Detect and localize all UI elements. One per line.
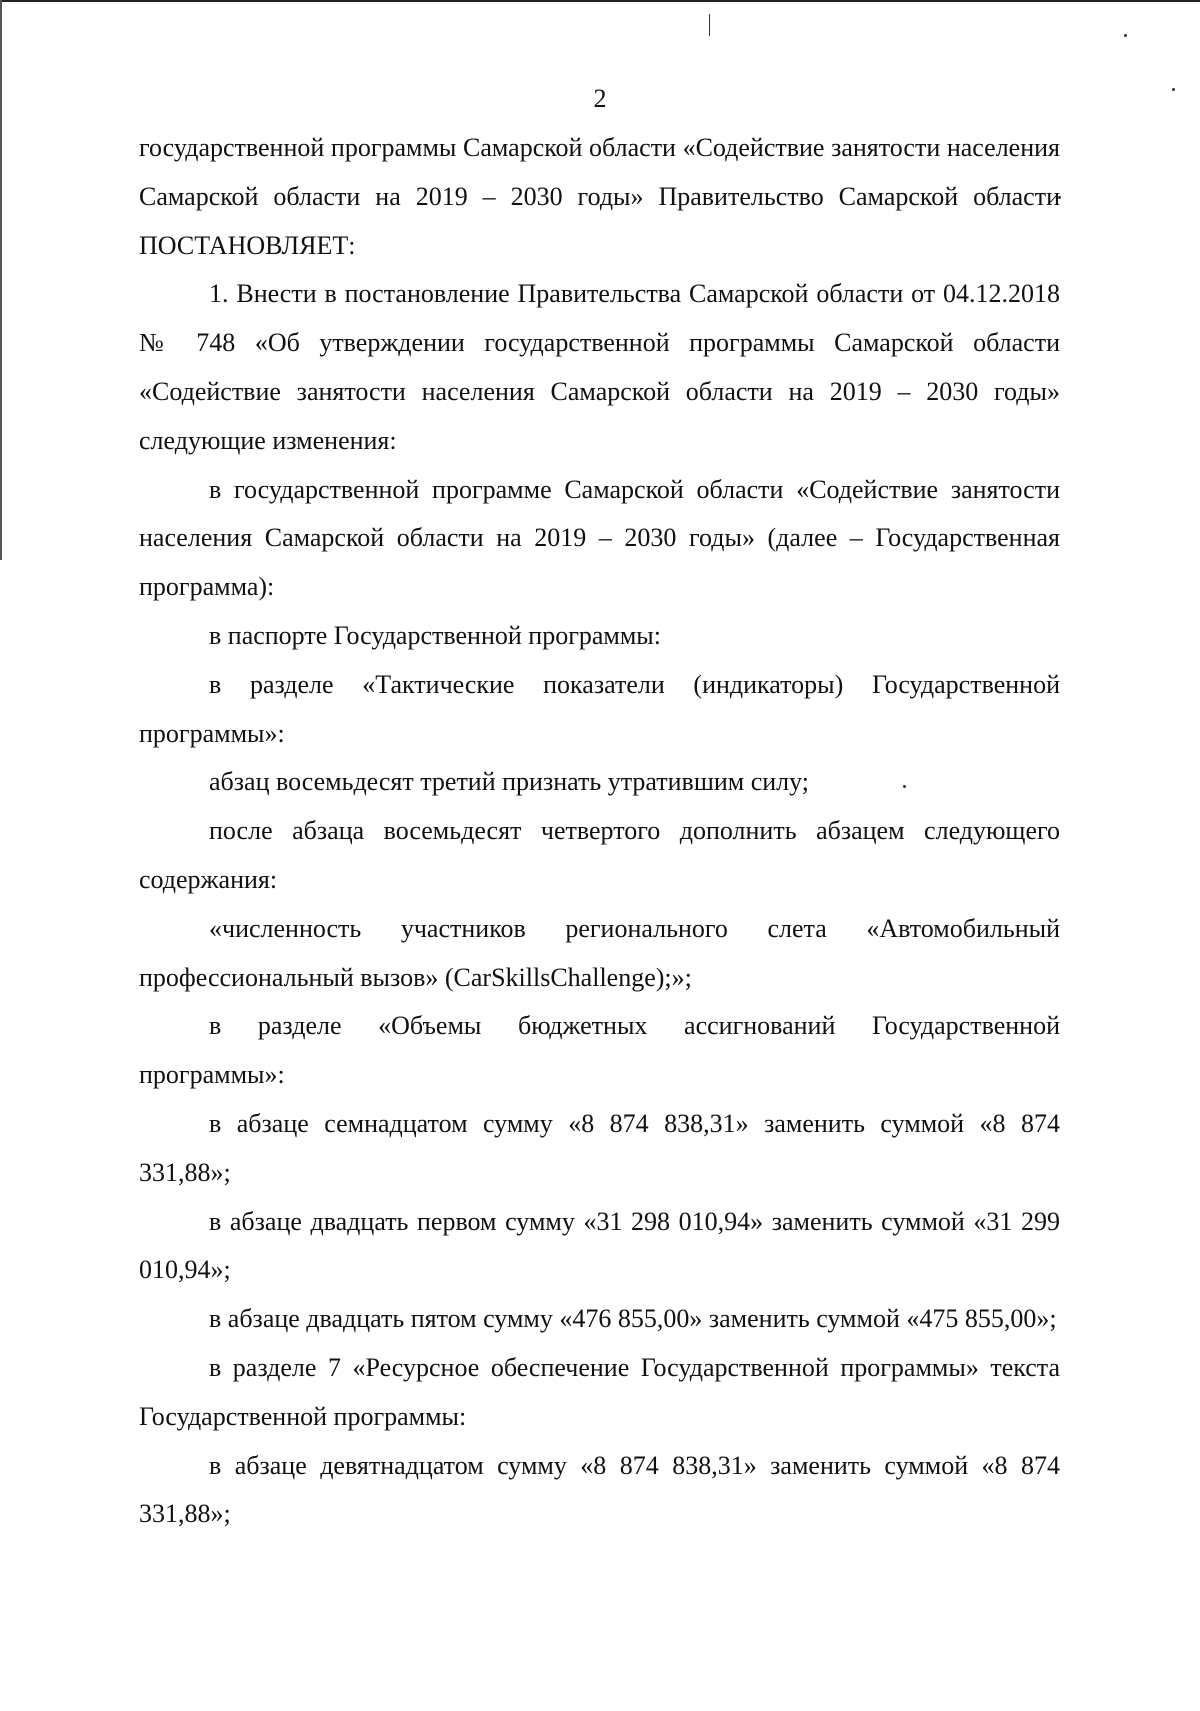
scan-top-border bbox=[0, 0, 1200, 2]
paragraph-budget-section: в разделе «Объемы бюджетных ассигнований Государственной программы»: bbox=[139, 1011, 1060, 1090]
scan-speck bbox=[1124, 34, 1127, 37]
paragraph-add-after: после абзаца восемьдесят четвертого дополнить абзацем следующего содержания: bbox=[139, 816, 1060, 894]
paragraph-amount-17: в абзаце семнадцатом сумму «8 874 838,31» заменить суммой «8 874 331,88»; bbox=[139, 1108, 1060, 1187]
paragraph-amount-25: в абзаце двадцать пятом сумму «476 855,00» заменить суммой «475 855,00»; bbox=[209, 1304, 1057, 1334]
paragraph-section-7: в разделе 7 «Ресурсное обеспечение Государственной программы» текста Государственной программы: bbox=[139, 1352, 1060, 1431]
paragraph-item-1: 1. Внести в постановление Правительства Самарской области от 04.12.2018 № 748 «Об утверждении государственной программы Самарской области «Содействие занятости населения Самарской области на 2019 – 2030 годы» следующие изменения: bbox=[139, 279, 1060, 455]
scan-tick-mark bbox=[709, 14, 710, 36]
paragraph-passport: в паспорте Государственной программы: bbox=[209, 620, 661, 650]
paragraph-repeal: абзац восемьдесят третий признать утратившим силу; bbox=[209, 767, 810, 797]
paragraph-amount-19: в абзаце девятнадцатом сумму «8 874 838,31» заменить суммой «8 874 331,88»; bbox=[139, 1450, 1060, 1529]
document-body bbox=[139, 124, 1060, 1539]
page-number: 2 bbox=[593, 84, 607, 113]
paragraph-new-indicator: «численность участников регионального слета «Автомобильный профессиональный вызов» (CarSkillsChallenge);»; bbox=[139, 913, 1060, 992]
paragraph-program-changes: в государственной программе Самарской области «Содействие занятости населения Самарской области на 2019 – 2030 годы» (далее – Государственная программа): bbox=[139, 474, 1060, 602]
paragraph-amount-21: в абзаце двадцать первом сумму «31 298 010,94» заменить суммой «31 299 010,94»; bbox=[139, 1206, 1060, 1285]
paragraph-tactical-indicators: в разделе «Тактические показатели (индикаторы) Государственной программы»: bbox=[139, 669, 1060, 748]
paragraph-preamble: государственной программы Самарской области «Содействие занятости населения Самарской области на 2019 – 2030 годы» Правительство Самарской области ПОСТАНОВЛЯЕТ: bbox=[139, 133, 1060, 260]
